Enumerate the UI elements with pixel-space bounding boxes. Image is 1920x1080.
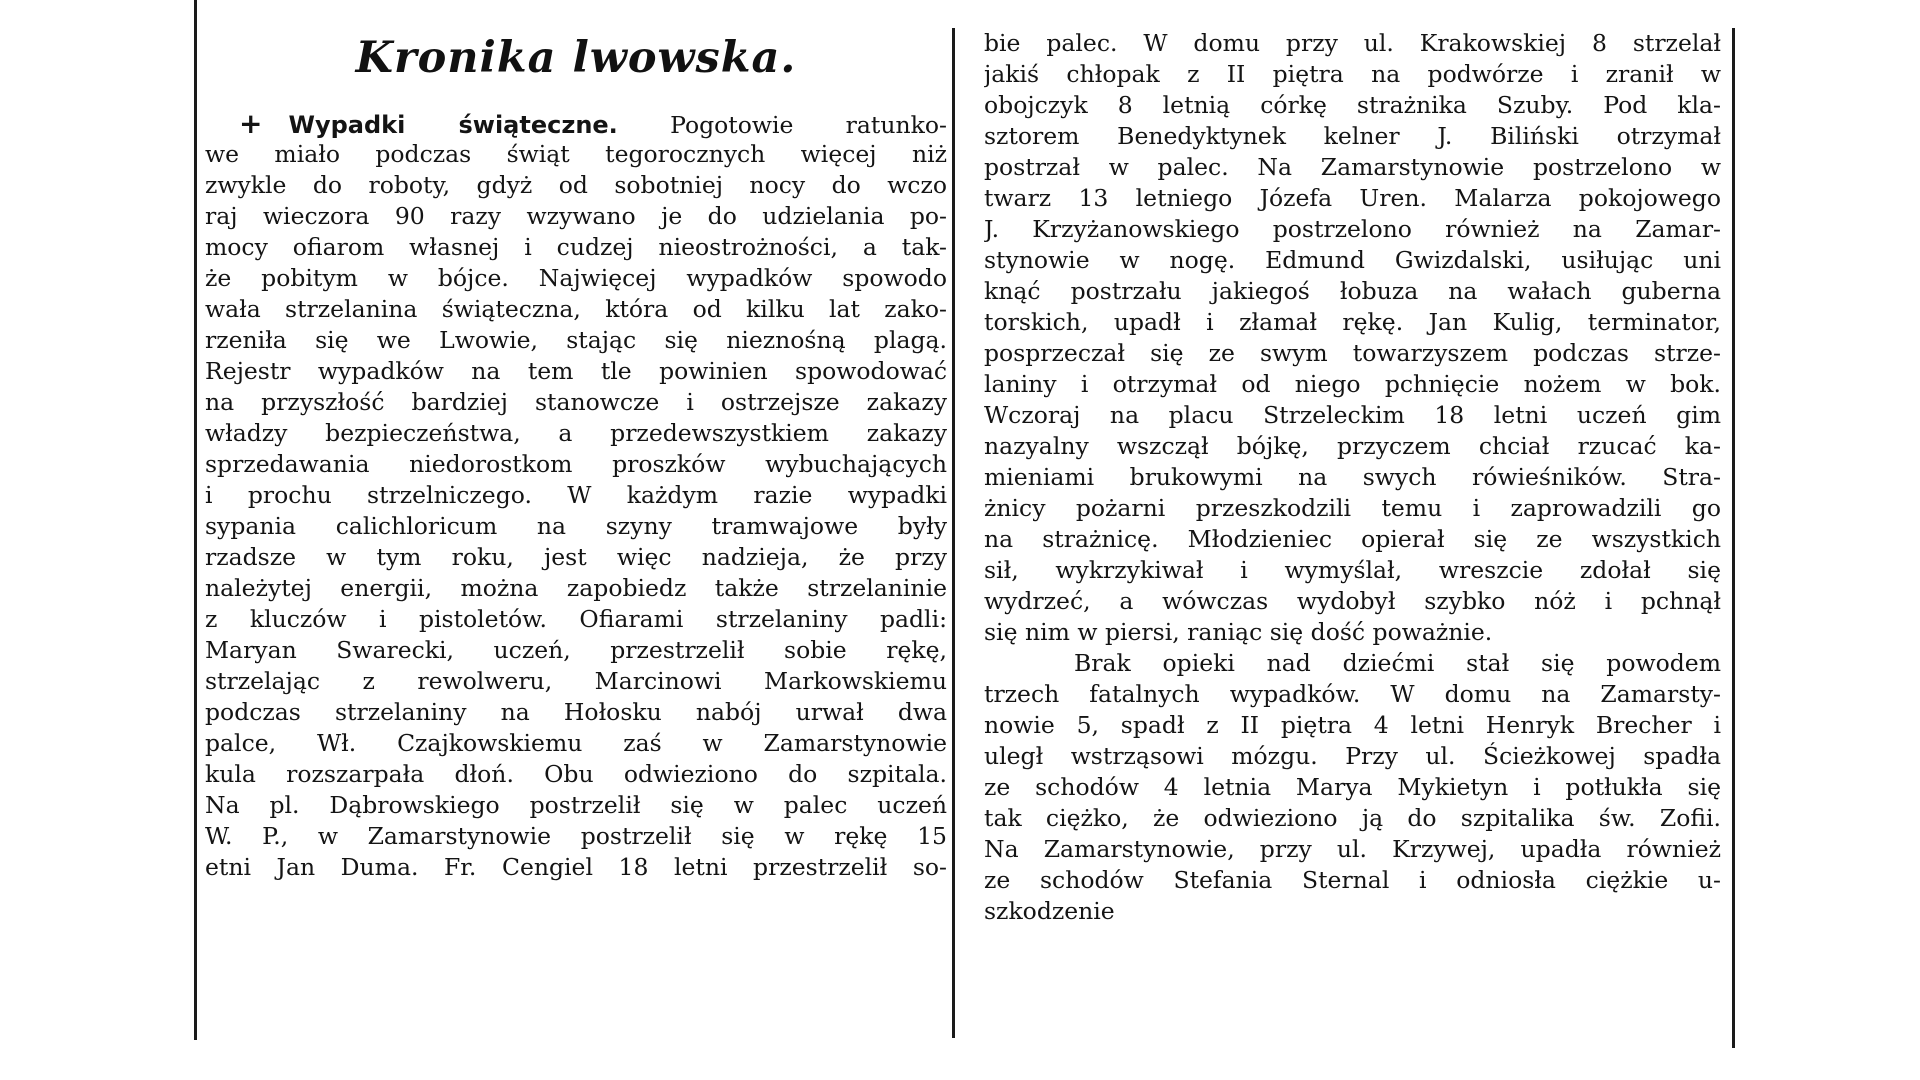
article-line: żnicy pożarni przeszkodzili temu i zaprowadzili go: [984, 494, 1721, 522]
article-line: rzadsze w tym roku, jest więc nadzieja, że przy: [205, 543, 947, 571]
article-line: jakiś chłopak z II piętra na podwórze i zranił w: [984, 60, 1721, 88]
article-line: ze schodów Stefania Sternal i odniosła ciężkie u-: [984, 866, 1721, 894]
article-line: sztorem Benedyktynek kelner J. Biliński otrzymał: [984, 122, 1721, 150]
article-line: szkodzenie: [984, 897, 1115, 925]
article-line: się nim w piersi, raniąc się dość poważnie.: [984, 618, 1493, 646]
column-rule-left: [194, 0, 197, 1040]
article-line: etni Jan Duma. Fr. Cengiel 18 letni przestrzelił so-: [205, 853, 947, 881]
article-line: knąć postrzału jakiegoś łobuza na wałach guberna: [984, 277, 1721, 305]
article-line: z kluczów i pistoletów. Ofiarami strzelaniny padli:: [205, 605, 947, 633]
article-line: sypania calichloricum na szyny tramwajowe były: [205, 512, 947, 540]
column-rule-right: [1732, 28, 1735, 1048]
article-line: tak ciężko, że odwieziono ją do szpitalika św. Zofii.: [984, 804, 1721, 832]
article-line: twarz 13 letniego Józefa Uren. Malarza pokojowego: [984, 184, 1721, 212]
article-line: trzech fatalnych wypadków. W domu na Zamarsty-: [984, 680, 1721, 708]
article-paragraph-start: Brak opieki nad dziećmi stał się powodem: [1074, 649, 1721, 677]
article-line: rzeniła się we Lwowie, stając się nieznośną plagą.: [205, 326, 947, 354]
article-line: laniny i otrzymał od niego pchnięcie nożem w bok.: [984, 370, 1721, 398]
article-line: W. P., w Zamarstynowie postrzelił się w rękę 15: [205, 822, 947, 850]
article-first-line: [205, 108, 947, 139]
section-headline: Kronika lwowska.: [355, 33, 797, 83]
article-line: Rejestr wypadków na tem tle powinien spowodować: [205, 357, 947, 385]
article-line: Pogotowie ratunko-: [670, 111, 947, 139]
article-line: nazyalny wszczął bójkę, przyczem chciał rzucać ka-: [984, 432, 1721, 460]
article-line: Wczoraj na placu Strzeleckim 18 letni uczeń gim: [984, 401, 1721, 429]
article-line: palce, Wł. Czajkowskiemu zaś w Zamarstynowie: [205, 729, 947, 757]
article-line: sił, wykrzykiwał i wymyślał, wreszcie zdołał się: [984, 556, 1721, 584]
article-line: Na Zamarstynowie, przy ul. Krzywej, upadła również: [984, 835, 1721, 863]
article-line: należytej energii, można zapobiedz także strzelaninie: [205, 574, 947, 602]
article-line: wała strzelanina świąteczna, która od kilku lat zako-: [205, 295, 947, 323]
article-line: posprzeczał się ze swym towarzyszem podczas strze-: [984, 339, 1721, 367]
article-line: torskich, upadł i złamał rękę. Jan Kulig, terminator,: [984, 308, 1721, 336]
article-line: Na pl. Dąbrowskiego postrzelił się w palec uczeń: [205, 791, 947, 819]
article-line: podczas strzelaniny na Hołosku nabój urwał dwa: [205, 698, 947, 726]
article-line: strzelając z rewolweru, Marcinowi Markowskiemu: [205, 667, 947, 695]
article-column-right: [984, 28, 1721, 927]
article-line: mocy ofiarom własnej i cudzej nieostrożności, a tak-: [205, 233, 947, 261]
article-line: i prochu strzelniczego. W każdym razie wypadki: [205, 481, 947, 509]
article-subheading: Wypadki świąteczne.: [288, 111, 618, 139]
article-line: że pobitym w bójce. Najwięcej wypadków spowodo: [205, 264, 947, 292]
article-line: zwykle do roboty, gdyż od sobotniej nocy do wczo: [205, 171, 947, 199]
article-line: stynowie w nogę. Edmund Gwizdalski, usiłując uni: [984, 246, 1721, 274]
article-line: kula rozszarpała dłoń. Obu odwieziono do szpitala.: [205, 760, 947, 788]
article-line: uległ wstrząsowi mózgu. Przy ul. Ścieżkowej spadła: [984, 742, 1721, 770]
article-line: raj wieczora 90 razy wzywano je do udzielania po-: [205, 202, 947, 230]
article-line: sprzedawania niedorostkom proszków wybuchających: [205, 450, 947, 478]
column-rule-middle: [952, 28, 955, 1038]
article-line: we miało podczas świąt tegorocznych więcej niż: [205, 140, 947, 168]
article-line: postrzał w palec. Na Zamarstynowie postrzelono w: [984, 153, 1721, 181]
article-line: obojczyk 8 letnią córkę strażnika Szuby. Pod kla-: [984, 91, 1721, 119]
cross-marker: +: [239, 108, 263, 139]
article-line: Maryan Swarecki, uczeń, przestrzelił sobie rękę,: [205, 636, 947, 664]
article-line: J. Krzyżanowskiego postrzelono również na Zamar-: [984, 215, 1721, 243]
article-line: bie palec. W domu przy ul. Krakowskiej 8 strzelał: [984, 29, 1721, 57]
article-line: na przyszłość bardziej stanowcze i ostrzejsze zakazy: [205, 388, 947, 416]
article-line: wydrzeć, a wówczas wydobył szybko nóż i pchnął: [984, 587, 1721, 615]
article-line: na strażnicę. Młodzieniec opierał się ze wszystkich: [984, 525, 1721, 553]
article-line: nowie 5, spadł z II piętra 4 letni Henryk Brecher i: [984, 711, 1721, 739]
article-line: ze schodów 4 letnia Marya Mykietyn i potłukła się: [984, 773, 1721, 801]
article-line: władzy bezpieczeństwa, a przedewszystkiem zakazy: [205, 419, 947, 447]
article-line: mieniami brukowymi na swych rówieśników. Stra-: [984, 463, 1721, 491]
article-column-left: [205, 108, 947, 883]
